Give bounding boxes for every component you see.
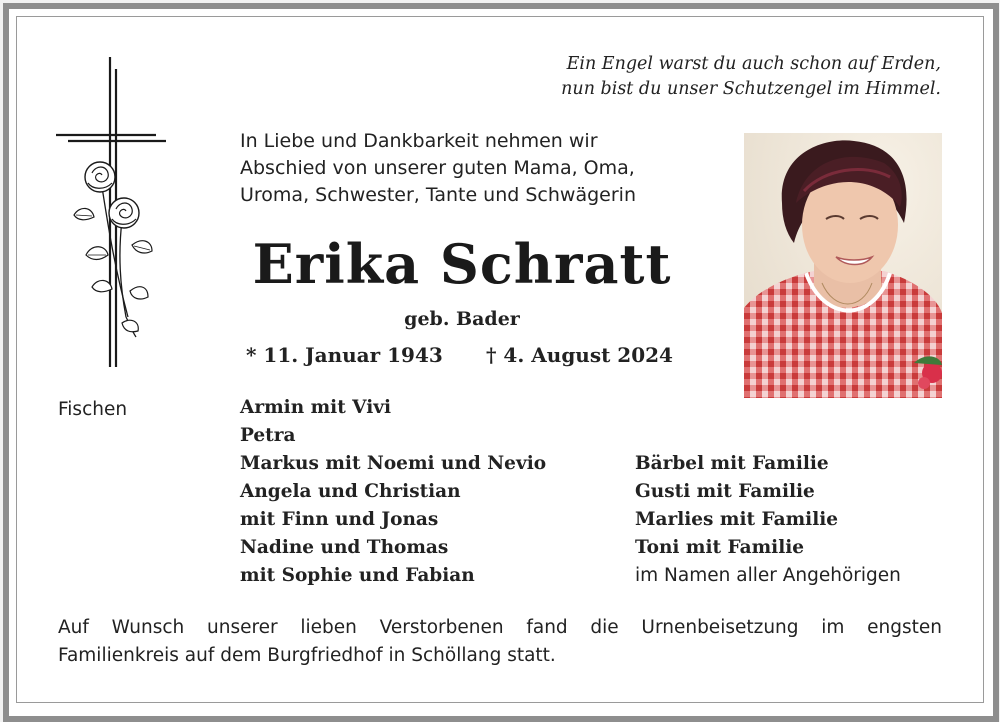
list-item: Nadine und Thomas — [240, 537, 449, 558]
place-name: Fischen — [58, 399, 128, 420]
list-item: mit Sophie und Fabian — [240, 565, 475, 586]
family-list — [240, 394, 546, 590]
list-item: mit Finn und Jonas — [240, 509, 439, 530]
notice-line-2: Familienkreis auf dem Burgfriedhof in Schöllang statt. — [58, 645, 556, 666]
list-item: Toni mit Familie — [635, 537, 805, 558]
relatives-list — [635, 450, 838, 562]
list-item: Bärbel mit Familie — [635, 453, 829, 474]
relatives-closing: im Namen aller Angehörigen — [635, 565, 901, 586]
intro-line-3: Uroma, Schwester, Tante und Schwägerin — [240, 184, 636, 206]
intro-text — [240, 128, 720, 209]
birth-name: geb. Bader — [404, 308, 520, 330]
list-item: Armin mit Vivi — [240, 397, 392, 418]
list-item: Markus mit Noemi und Nevio — [240, 453, 547, 474]
quote-line-2: nun bist du unser Schutzengel im Himmel. — [561, 79, 941, 99]
deceased-name: Erika Schratt — [252, 232, 672, 296]
quote-line-1: Ein Engel warst du auch schon auf Erden, — [566, 54, 941, 74]
portrait-photo — [744, 133, 942, 398]
list-item: Petra — [240, 425, 296, 446]
notice-line-1: Auf Wunsch unserer lieben Verstorbenen fand die Urnenbeisetzung im engsten — [58, 617, 942, 638]
cross-with-roses-icon — [52, 55, 172, 373]
list-item: Marlies mit Familie — [635, 509, 839, 530]
death-date: † 4. August 2024 — [486, 343, 673, 367]
birth-date: * 11. Januar 1943 — [246, 343, 443, 367]
list-item: Gusti mit Familie — [635, 481, 815, 502]
list-item: Angela und Christian — [240, 481, 461, 502]
intro-line-2: Abschied von unserer guten Mama, Oma, — [240, 157, 635, 179]
memorial-quote — [500, 52, 941, 102]
intro-line-1: In Liebe und Dankbarkeit nehmen wir — [240, 130, 598, 152]
funeral-notice — [58, 614, 942, 670]
